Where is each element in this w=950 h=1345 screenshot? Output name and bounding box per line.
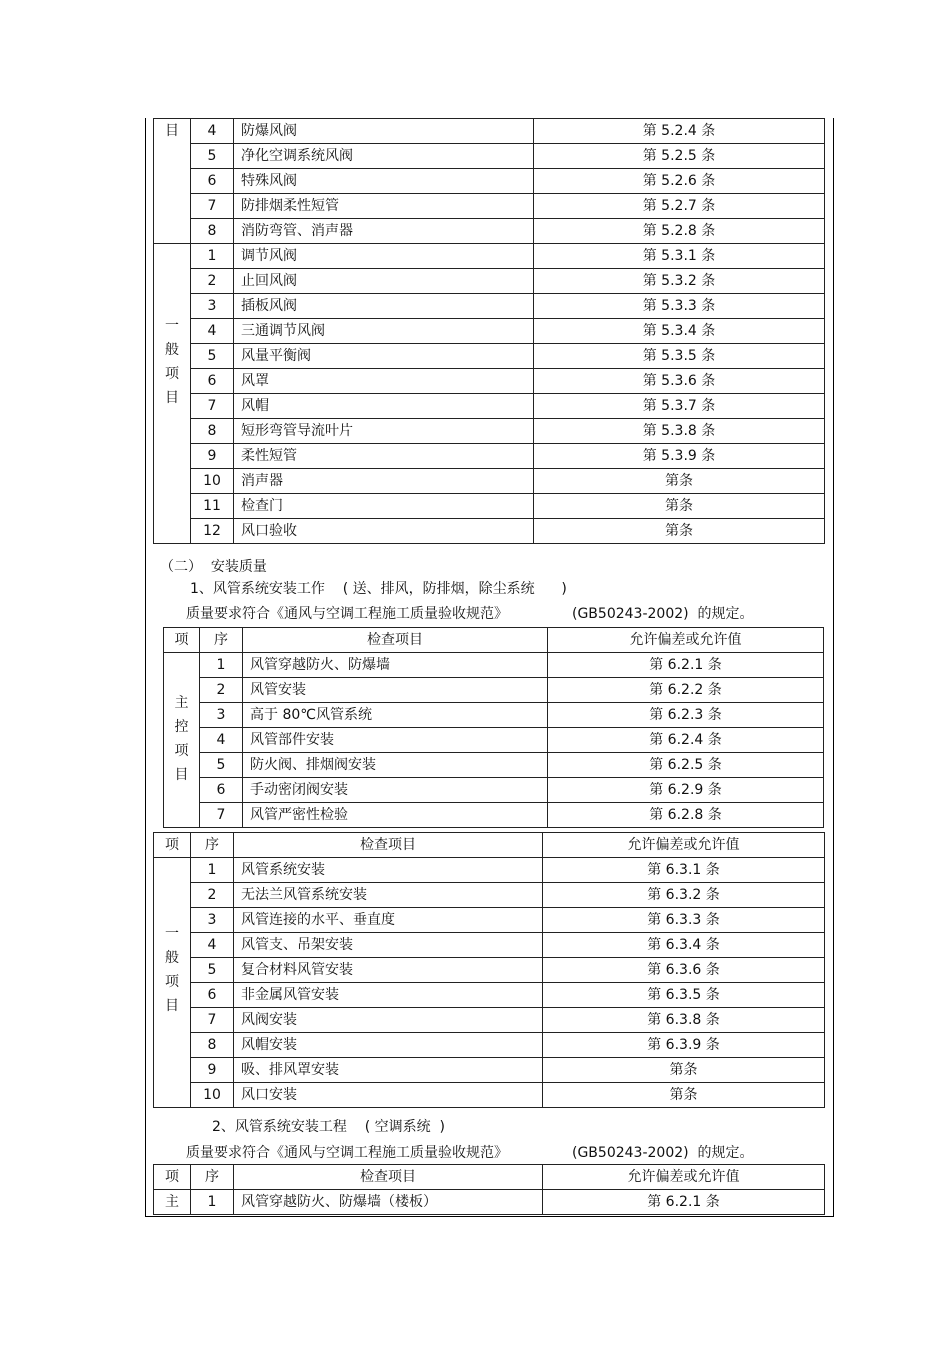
group-label-main-control xyxy=(164,653,200,828)
allowed-value: 第 5.2.6 条 xyxy=(534,169,825,194)
check-item: 风罩 xyxy=(234,369,534,394)
check-item: 风管系统安装 xyxy=(234,858,543,883)
table-ac-system xyxy=(153,1164,825,1215)
row-number: 2 xyxy=(191,269,234,294)
header-allowed-value: 允许偏差或允许值 xyxy=(548,628,824,653)
check-item: 风管支、吊架安装 xyxy=(234,933,543,958)
header-group: 项 xyxy=(154,1165,191,1190)
check-item: 柔性短管 xyxy=(234,444,534,469)
allowed-value: 第 6.3.8 条 xyxy=(543,1008,825,1033)
group-label-general xyxy=(154,244,191,544)
allowed-value: 第 6.3.6 条 xyxy=(543,958,825,983)
group-char: 目 xyxy=(165,390,179,406)
check-item: 特殊风阀 xyxy=(234,169,534,194)
group-label-general xyxy=(154,858,191,1108)
table-row xyxy=(154,958,825,983)
table-row xyxy=(154,319,825,344)
group-char: 项 xyxy=(165,974,179,990)
table-row xyxy=(164,703,824,728)
check-item: 手动密闭阀安装 xyxy=(243,778,548,803)
table-main-control xyxy=(163,627,824,828)
allowed-value: 第 6.3.4 条 xyxy=(543,933,825,958)
check-item: 风管穿越防火、防爆墙 xyxy=(243,653,548,678)
row-number: 4 xyxy=(191,933,234,958)
check-item: 风帽 xyxy=(234,394,534,419)
check-item: 调节风阀 xyxy=(234,244,534,269)
row-number: 8 xyxy=(191,419,234,444)
table-row xyxy=(154,519,825,544)
row-number: 7 xyxy=(191,194,234,219)
check-item: 消声器 xyxy=(234,469,534,494)
table-row xyxy=(154,1033,825,1058)
check-item: 风管部件安装 xyxy=(243,728,548,753)
row-number: 4 xyxy=(191,119,234,144)
check-item: 复合材料风管安装 xyxy=(234,958,543,983)
row-number: 5 xyxy=(200,753,243,778)
header-check-item: 检查项目 xyxy=(234,1165,543,1190)
check-item: 三通调节风阀 xyxy=(234,319,534,344)
row-number: 6 xyxy=(191,369,234,394)
table-row xyxy=(154,419,825,444)
row-number: 6 xyxy=(191,169,234,194)
row-number: 12 xyxy=(191,519,234,544)
group-char: 目 xyxy=(165,998,179,1014)
allowed-value: 第 5.3.9 条 xyxy=(534,444,825,469)
check-item: 风管穿越防火、防爆墙（楼板） xyxy=(234,1190,543,1215)
check-item: 防爆风阀 xyxy=(234,119,534,144)
allowed-value: 第 5.3.4 条 xyxy=(534,319,825,344)
header-group: 项 xyxy=(154,833,191,858)
header-number: 序 xyxy=(191,833,234,858)
row-number: 7 xyxy=(200,803,243,828)
row-number: 6 xyxy=(191,983,234,1008)
allowed-value: 第 5.3.7 条 xyxy=(534,394,825,419)
subsection-title-2: 2、风管系统安装工程 ( 空调系统 ) xyxy=(212,1119,445,1135)
table-row xyxy=(154,119,825,144)
row-number: 1 xyxy=(191,244,234,269)
header-group: 项 xyxy=(164,628,200,653)
table-air-valves xyxy=(153,118,825,544)
table-row xyxy=(164,803,824,828)
row-number: 3 xyxy=(191,908,234,933)
check-item: 短形弯管导流叶片 xyxy=(234,419,534,444)
row-number: 9 xyxy=(191,444,234,469)
row-number: 3 xyxy=(200,703,243,728)
group-char: 般 xyxy=(165,342,179,358)
check-item: 非金属风管安装 xyxy=(234,983,543,1008)
check-item: 风管严密性检验 xyxy=(243,803,548,828)
group-char: 一 xyxy=(165,926,179,942)
table-row xyxy=(164,778,824,803)
table-row xyxy=(164,753,824,778)
table-header-row xyxy=(164,628,824,653)
row-number: 10 xyxy=(191,1083,234,1108)
table-row xyxy=(164,728,824,753)
table-row xyxy=(154,269,825,294)
header-allowed-value: 允许偏差或允许值 xyxy=(543,833,825,858)
row-number: 7 xyxy=(191,1008,234,1033)
allowed-value: 第 6.3.2 条 xyxy=(543,883,825,908)
allowed-value: 第 5.3.1 条 xyxy=(534,244,825,269)
quality-requirement-left-1: 质量要求符合《通风与空调工程施工质量验收规范》 xyxy=(186,606,508,622)
table-row xyxy=(154,1008,825,1033)
group-char: 主 xyxy=(174,695,189,711)
section-heading: （二） 安装质量 xyxy=(160,559,267,575)
header-number: 序 xyxy=(200,628,243,653)
allowed-value: 第 5.3.5 条 xyxy=(534,344,825,369)
check-item: 风帽安装 xyxy=(234,1033,543,1058)
check-item: 净化空调系统风阀 xyxy=(234,144,534,169)
group-char: 控 xyxy=(174,719,189,735)
check-item: 防排烟柔性短管 xyxy=(234,194,534,219)
check-item: 插板风阀 xyxy=(234,294,534,319)
check-item: 止回风阀 xyxy=(234,269,534,294)
row-number: 5 xyxy=(191,144,234,169)
allowed-value: 第 5.3.3 条 xyxy=(534,294,825,319)
allowed-value: 第条 xyxy=(543,1083,825,1108)
table-row xyxy=(154,983,825,1008)
check-item: 风口验收 xyxy=(234,519,534,544)
check-item: 无法兰风管系统安装 xyxy=(234,883,543,908)
row-number: 5 xyxy=(191,958,234,983)
check-item: 风管安装 xyxy=(243,678,548,703)
allowed-value: 第 5.2.8 条 xyxy=(534,219,825,244)
table-header-row xyxy=(154,1165,825,1190)
row-number: 2 xyxy=(200,678,243,703)
allowed-value: 第条 xyxy=(543,1058,825,1083)
table-row xyxy=(154,144,825,169)
table-row xyxy=(164,653,824,678)
table-row xyxy=(154,444,825,469)
group-char: 一 xyxy=(165,318,179,334)
allowed-value: 第 6.2.3 条 xyxy=(548,703,824,728)
row-number: 4 xyxy=(200,728,243,753)
allowed-value: 第 5.3.2 条 xyxy=(534,269,825,294)
table-row xyxy=(154,908,825,933)
table-row xyxy=(154,294,825,319)
table-row xyxy=(154,883,825,908)
table-row xyxy=(154,369,825,394)
check-item: 防火阀、排烟阀安装 xyxy=(243,753,548,778)
row-number: 7 xyxy=(191,394,234,419)
row-number: 1 xyxy=(191,858,234,883)
check-item: 检查门 xyxy=(234,494,534,519)
group-label-main: 主 xyxy=(154,1190,191,1215)
header-check-item: 检查项目 xyxy=(234,833,543,858)
group-char: 目 xyxy=(174,767,189,783)
subsection-title-1: 1、风管系统安装工作 ( 送、排风，防排烟，除尘系统 ) xyxy=(190,581,567,597)
table-row xyxy=(164,678,824,703)
allowed-value: 第条 xyxy=(534,494,825,519)
table-header-row xyxy=(154,833,825,858)
allowed-value: 第 5.2.7 条 xyxy=(534,194,825,219)
table-row xyxy=(154,1083,825,1108)
allowed-value: 第 5.3.8 条 xyxy=(534,419,825,444)
row-number: 10 xyxy=(191,469,234,494)
allowed-value: 第 6.2.1 条 xyxy=(548,653,824,678)
allowed-value: 第 6.3.1 条 xyxy=(543,858,825,883)
check-item: 吸、排风罩安装 xyxy=(234,1058,543,1083)
row-number: 2 xyxy=(191,883,234,908)
table-row xyxy=(154,169,825,194)
header-number: 序 xyxy=(191,1165,234,1190)
allowed-value: 第 5.3.6 条 xyxy=(534,369,825,394)
row-number: 9 xyxy=(191,1058,234,1083)
table-row xyxy=(154,394,825,419)
allowed-value: 第 6.2.5 条 xyxy=(548,753,824,778)
check-item: 风口安装 xyxy=(234,1083,543,1108)
allowed-value: 第 6.2.1 条 xyxy=(543,1190,825,1215)
table-row xyxy=(154,219,825,244)
header-check-item: 检查项目 xyxy=(243,628,548,653)
allowed-value: 第 5.2.4 条 xyxy=(534,119,825,144)
check-item: 消防弯管、消声器 xyxy=(234,219,534,244)
table-row xyxy=(154,344,825,369)
allowed-value: 第 6.2.8 条 xyxy=(548,803,824,828)
quality-requirement-right-1: (GB50243-2002) 的规定。 xyxy=(572,606,754,622)
allowed-value: 第条 xyxy=(534,519,825,544)
allowed-value: 第 5.2.5 条 xyxy=(534,144,825,169)
group-char: 项 xyxy=(165,366,179,382)
table-row xyxy=(154,244,825,269)
row-number: 1 xyxy=(200,653,243,678)
row-number: 11 xyxy=(191,494,234,519)
allowed-value: 第 6.2.2 条 xyxy=(548,678,824,703)
allowed-value: 第 6.2.4 条 xyxy=(548,728,824,753)
check-item: 风管连接的水平、垂直度 xyxy=(234,908,543,933)
allowed-value: 第 6.3.5 条 xyxy=(543,983,825,1008)
row-number: 8 xyxy=(191,1033,234,1058)
check-item: 风量平衡阀 xyxy=(234,344,534,369)
allowed-value: 第 6.3.9 条 xyxy=(543,1033,825,1058)
group-char: 项 xyxy=(174,743,189,759)
table-row xyxy=(154,469,825,494)
table-row xyxy=(154,858,825,883)
check-item: 高于 80℃风管系统 xyxy=(243,703,548,728)
row-number: 3 xyxy=(191,294,234,319)
table-row xyxy=(154,494,825,519)
group-label-main: 目 xyxy=(154,119,191,244)
quality-requirement-left-2: 质量要求符合《通风与空调工程施工质量验收规范》 xyxy=(186,1145,508,1161)
allowed-value: 第 6.3.3 条 xyxy=(543,908,825,933)
row-number: 1 xyxy=(191,1190,234,1215)
quality-requirement-right-2: (GB50243-2002) 的规定。 xyxy=(572,1145,754,1161)
table-general-items xyxy=(153,832,825,1108)
group-char: 般 xyxy=(165,950,179,966)
row-number: 6 xyxy=(200,778,243,803)
row-number: 4 xyxy=(191,319,234,344)
row-number: 8 xyxy=(191,219,234,244)
allowed-value: 第条 xyxy=(534,469,825,494)
header-allowed-value: 允许偏差或允许值 xyxy=(543,1165,825,1190)
row-number: 5 xyxy=(191,344,234,369)
table-row xyxy=(154,1058,825,1083)
table-row xyxy=(154,933,825,958)
table-row xyxy=(154,194,825,219)
table-row xyxy=(154,1190,825,1215)
check-item: 风阀安装 xyxy=(234,1008,543,1033)
allowed-value: 第 6.2.9 条 xyxy=(548,778,824,803)
